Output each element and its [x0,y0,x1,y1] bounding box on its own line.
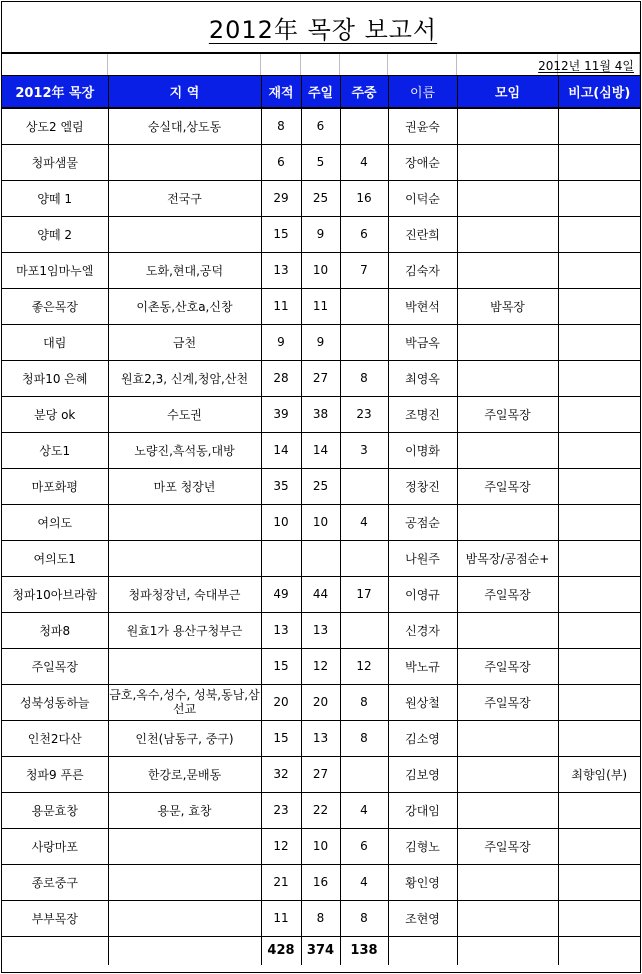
total-registered: 428 [261,936,301,965]
cell-region [108,216,261,252]
cell-weekday: 8 [340,720,388,756]
table-row [2,540,640,576]
cell-weekday: 23 [340,396,388,432]
cell-meeting [457,756,558,792]
cell-sunday: 27 [301,360,340,396]
cell-region: 원효1가 용산구청부근 [108,612,261,648]
header-row [2,76,640,108]
cell-region: 수도권 [108,396,261,432]
cell-region: 청파청장년, 숙대부근 [108,576,261,612]
cell-name: 김숙자 [388,252,457,288]
cell-note [558,144,640,180]
total-empty-cell [2,936,108,965]
cell-name: 원상철 [388,684,457,720]
cell-weekday [340,288,388,324]
cell-region: 금호,옥수,성수, 성북,동남,삼선교 [108,684,261,720]
table-row [2,216,640,252]
cell-registered: 6 [261,144,301,180]
cell-sunday: 5 [301,144,340,180]
cell-meeting [457,360,558,396]
cell-note: 최향임(부) [558,756,640,792]
cell-note [558,684,640,720]
cell-sunday: 12 [301,648,340,684]
header-region: 지 역 [108,76,261,108]
cell-meeting [457,144,558,180]
cell-weekday: 8 [340,684,388,720]
cell-group: 좋은목장 [2,288,108,324]
cell-registered: 13 [261,252,301,288]
cell-sunday: 8 [301,900,340,936]
cell-sunday: 20 [301,684,340,720]
cell-group: 사랑마포 [2,828,108,864]
cell-meeting: 밤목장 [457,288,558,324]
cell-region [108,864,261,900]
cell-group: 상도2 엘림 [2,108,108,144]
cell-name: 신경자 [388,612,457,648]
cell-meeting [457,216,558,252]
header-group: 2012年 목장 [2,76,108,108]
cell-weekday: 4 [340,504,388,540]
cell-registered: 20 [261,684,301,720]
cell-sunday: 44 [301,576,340,612]
cell-registered: 49 [261,576,301,612]
cell-registered: 13 [261,612,301,648]
cell-name: 강대임 [388,792,457,828]
cell-registered: 23 [261,792,301,828]
cell-name: 진란희 [388,216,457,252]
cell-name: 조명진 [388,396,457,432]
cell-note [558,180,640,216]
total-empty-cell [558,936,640,965]
total-empty-cell [388,936,457,965]
table-row [2,576,640,612]
cell-weekday [340,540,388,576]
cell-name: 김보영 [388,756,457,792]
table-row [2,648,640,684]
table-row [2,504,640,540]
cell-name: 김소영 [388,720,457,756]
cell-weekday: 3 [340,432,388,468]
table-row [2,252,640,288]
cell-group: 청파8 [2,612,108,648]
cell-region [108,648,261,684]
cell-weekday: 7 [340,252,388,288]
cell-sunday: 10 [301,504,340,540]
cell-name: 최영옥 [388,360,457,396]
cell-region: 노량진,흑석동,대방 [108,432,261,468]
cell-group: 부부목장 [2,900,108,936]
totals-row [2,936,640,965]
header-weekday: 주중 [340,76,388,108]
cell-registered [261,540,301,576]
cell-note [558,360,640,396]
cell-weekday: 6 [340,828,388,864]
cell-group: 성북성동하늘 [2,684,108,720]
cell-sunday: 27 [301,756,340,792]
table-row [2,900,640,936]
cell-registered: 15 [261,720,301,756]
table-row [2,180,640,216]
cell-group: 청파10아브라함 [2,576,108,612]
cell-sunday [301,540,340,576]
cell-note [558,288,640,324]
cell-meeting [457,900,558,936]
cell-name: 박현석 [388,288,457,324]
cell-group: 청파10 은혜 [2,360,108,396]
header-sunday: 주일 [301,76,340,108]
cell-registered: 11 [261,900,301,936]
cell-sunday: 16 [301,864,340,900]
cell-registered: 10 [261,504,301,540]
cell-note [558,792,640,828]
cell-note [558,540,640,576]
cell-weekday [340,468,388,504]
cell-weekday [340,108,388,144]
cell-note [558,504,640,540]
cell-note [558,612,640,648]
cell-group: 마포화평 [2,468,108,504]
cell-group: 여의도1 [2,540,108,576]
cell-meeting: 주일목장 [457,576,558,612]
report-table [2,76,640,965]
cell-region: 도화,현대,공덕 [108,252,261,288]
cell-registered: 12 [261,828,301,864]
cell-note [558,108,640,144]
cell-sunday: 11 [301,288,340,324]
cell-weekday: 4 [340,792,388,828]
cell-weekday [340,756,388,792]
table-row [2,108,640,144]
table-row [2,396,640,432]
cell-weekday: 8 [340,900,388,936]
date-row [2,54,640,76]
cell-group: 인천2다산 [2,720,108,756]
cell-registered: 35 [261,468,301,504]
header-registered: 재적 [261,76,301,108]
cell-note [558,324,640,360]
total-empty-cell [108,936,261,965]
cell-note [558,432,640,468]
cell-meeting: 주일목장 [457,828,558,864]
cell-region [108,828,261,864]
cell-meeting [457,792,558,828]
cell-meeting: 밤목장/공점순+ [457,540,558,576]
cell-region: 금천 [108,324,261,360]
cell-registered: 39 [261,396,301,432]
cell-group: 청파9 푸른 [2,756,108,792]
cell-name: 이명화 [388,432,457,468]
cell-sunday: 13 [301,612,340,648]
cell-group: 마포1임마누엘 [2,252,108,288]
table-row [2,864,640,900]
cell-note [558,720,640,756]
cell-name: 나원주 [388,540,457,576]
cell-region [108,540,261,576]
cell-registered: 32 [261,756,301,792]
cell-note [558,216,640,252]
cell-registered: 11 [261,288,301,324]
header-meeting: 모임 [457,76,558,108]
cell-weekday [340,324,388,360]
cell-region [108,900,261,936]
cell-sunday: 9 [301,324,340,360]
cell-note [558,396,640,432]
table-row [2,792,640,828]
cell-sunday: 14 [301,432,340,468]
table-row [2,612,640,648]
report-title: 2012年 목장 보고서 [208,15,438,44]
cell-group: 양떼 1 [2,180,108,216]
cell-sunday: 25 [301,468,340,504]
header-name: 이름 [388,76,457,108]
cell-weekday: 17 [340,576,388,612]
cell-name: 박금옥 [388,324,457,360]
report-sheet [1,1,641,973]
cell-meeting [457,108,558,144]
cell-weekday: 4 [340,144,388,180]
cell-group: 용문효창 [2,792,108,828]
cell-sunday: 10 [301,828,340,864]
cell-sunday: 9 [301,216,340,252]
table-row [2,468,640,504]
cell-group: 주일목장 [2,648,108,684]
cell-sunday: 13 [301,720,340,756]
cell-region: 마포 청장년 [108,468,261,504]
cell-meeting [457,504,558,540]
cell-group: 상도1 [2,432,108,468]
cell-registered: 8 [261,108,301,144]
cell-registered: 9 [261,324,301,360]
cell-meeting: 주일목장 [457,396,558,432]
cell-weekday: 4 [340,864,388,900]
cell-weekday: 8 [340,360,388,396]
cell-group: 여의도 [2,504,108,540]
table-row [2,828,640,864]
cell-sunday: 25 [301,180,340,216]
cell-region [108,504,261,540]
table-row [2,144,640,180]
cell-group: 대림 [2,324,108,360]
cell-note [558,900,640,936]
table-row [2,360,640,396]
cell-meeting [457,864,558,900]
cell-note [558,648,640,684]
cell-name: 조현영 [388,900,457,936]
cell-meeting [457,432,558,468]
cell-meeting: 주일목장 [457,684,558,720]
cell-note [558,252,640,288]
table-row [2,288,640,324]
total-sunday: 374 [301,936,340,965]
cell-weekday: 16 [340,180,388,216]
cell-group: 종로중구 [2,864,108,900]
cell-name: 김형노 [388,828,457,864]
cell-name: 박노규 [388,648,457,684]
cell-meeting: 주일목장 [457,468,558,504]
cell-meeting [457,180,558,216]
cell-sunday: 6 [301,108,340,144]
cell-meeting [457,720,558,756]
cell-sunday: 10 [301,252,340,288]
table-row [2,432,640,468]
cell-note [558,576,640,612]
cell-region: 용문, 효창 [108,792,261,828]
cell-weekday: 6 [340,216,388,252]
report-date: 2012년 11월 4일 [538,59,634,73]
cell-meeting [457,252,558,288]
cell-registered: 21 [261,864,301,900]
table-row [2,720,640,756]
cell-region: 이촌동,산호a,신창 [108,288,261,324]
cell-registered: 29 [261,180,301,216]
cell-registered: 15 [261,216,301,252]
cell-region: 원효2,3, 신계,청암,산천 [108,360,261,396]
cell-meeting [457,324,558,360]
cell-name: 공점순 [388,504,457,540]
cell-name: 이영규 [388,576,457,612]
cell-sunday: 38 [301,396,340,432]
cell-name: 정창진 [388,468,457,504]
cell-weekday [340,612,388,648]
cell-region: 전국구 [108,180,261,216]
cell-region [108,144,261,180]
title-bar [2,2,640,54]
cell-note [558,828,640,864]
cell-group: 양떼 2 [2,216,108,252]
cell-registered: 15 [261,648,301,684]
cell-group: 청파샘물 [2,144,108,180]
cell-sunday: 22 [301,792,340,828]
total-weekday: 138 [340,936,388,965]
cell-note [558,468,640,504]
cell-region: 한강로,문배동 [108,756,261,792]
cell-region: 숭실대,상도동 [108,108,261,144]
cell-group: 분당 ok [2,396,108,432]
table-row [2,324,640,360]
cell-name: 장애순 [388,144,457,180]
cell-name: 이덕순 [388,180,457,216]
cell-region: 인천(남동구, 중구) [108,720,261,756]
cell-registered: 28 [261,360,301,396]
cell-weekday: 12 [340,648,388,684]
table-row [2,756,640,792]
cell-registered: 14 [261,432,301,468]
cell-name: 권윤숙 [388,108,457,144]
table-row [2,684,640,720]
total-empty-cell [457,936,558,965]
cell-note [558,864,640,900]
cell-meeting [457,612,558,648]
cell-meeting: 주일목장 [457,648,558,684]
header-note: 비고(심방) [558,76,640,108]
cell-name: 황인영 [388,864,457,900]
